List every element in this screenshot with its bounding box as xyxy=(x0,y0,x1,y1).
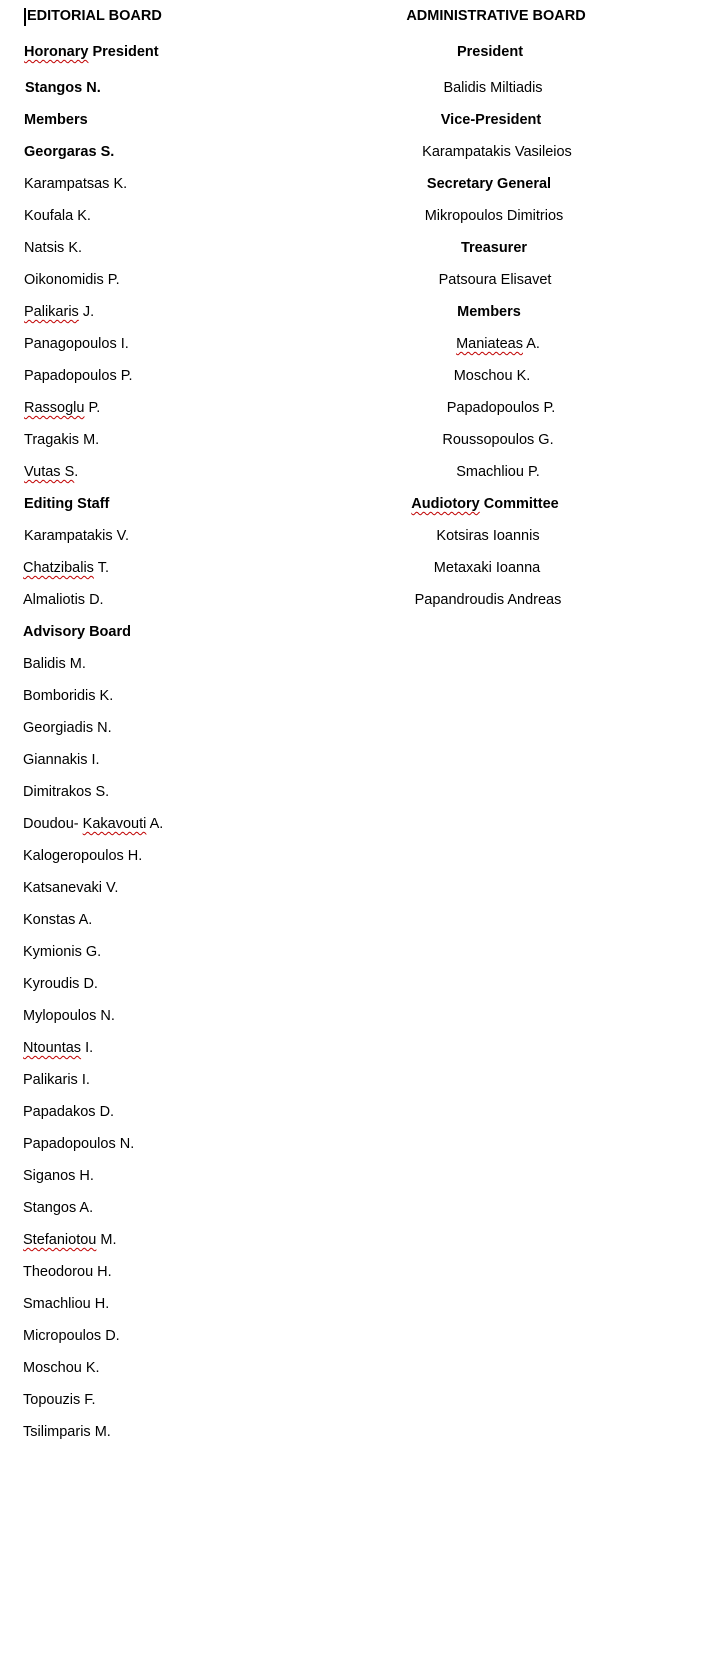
text-cursor xyxy=(24,8,26,26)
administrative-board-row xyxy=(294,240,694,257)
editorial-member xyxy=(24,400,100,417)
text-span: Moschou K. xyxy=(453,368,531,384)
advisory-board-member xyxy=(23,1104,114,1121)
text-span: Secretary General xyxy=(426,176,552,192)
editorial-board-heading xyxy=(27,8,162,25)
text-span: Karampatakis Vasileios xyxy=(422,144,572,160)
misspelled-word: Vutas S xyxy=(24,464,75,480)
text-span: Smachliou H. xyxy=(23,1296,110,1312)
members-heading xyxy=(24,112,88,129)
text-span: Papadopoulos P. xyxy=(446,400,556,416)
advisory-board-member xyxy=(23,944,101,961)
text-span: Papadakos D. xyxy=(23,1104,115,1120)
advisory-board-member xyxy=(23,1360,100,1377)
text-span: EDITORIAL BOARD xyxy=(27,8,162,24)
advisory-board-member xyxy=(23,1136,134,1153)
text-span: Karampatsas K. xyxy=(24,176,128,192)
advisory-board-heading xyxy=(23,624,131,641)
editing-staff-heading xyxy=(24,496,109,513)
text-span: Roussopoulos G. xyxy=(442,432,554,448)
editorial-member xyxy=(24,432,99,449)
text-span: Kalogeropoulos H. xyxy=(23,848,143,864)
text-span: A. xyxy=(522,336,540,352)
text-span: Committee xyxy=(479,496,559,512)
advisory-board-member xyxy=(23,848,142,865)
text-span: Theodorou H. xyxy=(23,1264,112,1280)
text-span: Karampatakis V. xyxy=(24,528,130,544)
administrative-board-row xyxy=(298,464,698,481)
text-span: J. xyxy=(78,304,95,320)
misspelled-word: Rassoglu xyxy=(24,400,85,416)
text-span: Tragakis M. xyxy=(24,432,100,448)
honorary-president-heading xyxy=(24,44,159,61)
editorial-member xyxy=(24,208,91,225)
text-span: Stangos N. xyxy=(25,80,101,96)
administrative-board-row xyxy=(290,44,690,61)
text-span: Members xyxy=(457,304,521,320)
text-span: Siganos H. xyxy=(23,1168,94,1184)
text-span: Almaliotis D. xyxy=(23,592,104,608)
text-span: Topouzis F. xyxy=(23,1392,96,1408)
text-span: Members xyxy=(24,112,88,128)
advisory-board-member xyxy=(23,656,86,673)
text-span: Moschou K. xyxy=(23,1360,100,1376)
text-span: Oikonomidis P. xyxy=(24,272,120,288)
editing-staff-member xyxy=(23,560,109,577)
advisory-board-member xyxy=(23,1296,109,1313)
text-span: Balidis M. xyxy=(23,656,86,672)
advisory-board-member xyxy=(23,752,100,769)
text-span: ADMINISTRATIVE BOARD xyxy=(406,8,586,24)
administrative-board-row xyxy=(293,80,693,97)
text-span: Papandroudis Andreas xyxy=(414,592,562,608)
text-span: Treasurer xyxy=(460,240,528,256)
administrative-board-row xyxy=(291,112,691,129)
text-span: Georgiadis N. xyxy=(23,720,112,736)
text-span: Mikropoulos Dimitrios xyxy=(424,208,564,224)
text-span: Katsanevaki V. xyxy=(23,880,119,896)
text-span: Natsis K. xyxy=(24,240,83,256)
misspelled-word: Maniateas xyxy=(456,336,523,352)
text-span: T. xyxy=(93,560,109,576)
advisory-board-member xyxy=(23,880,118,897)
advisory-board-member xyxy=(23,1168,94,1185)
text-span: Bomboridis K. xyxy=(23,688,114,704)
text-span: Smachliou P. xyxy=(456,464,540,480)
advisory-board-member xyxy=(23,1328,120,1345)
misspelled-word: Stefaniotou xyxy=(23,1232,97,1248)
editorial-member xyxy=(24,304,94,321)
editorial-member xyxy=(24,240,82,257)
administrative-board-row xyxy=(289,304,689,321)
misspelled-word: Chatzibalis xyxy=(23,560,94,576)
text-span: M. xyxy=(96,1232,117,1248)
editorial-member xyxy=(24,368,133,385)
advisory-board-member xyxy=(23,1232,117,1249)
advisory-board-member xyxy=(23,816,163,833)
misspelled-word: Palikaris xyxy=(24,304,79,320)
text-span: Patsoura Elisavet xyxy=(438,272,552,288)
administrative-board-row xyxy=(285,496,685,513)
misspelled-word: Horonary xyxy=(24,44,89,60)
administrative-board-heading xyxy=(296,8,696,25)
administrative-board-row xyxy=(294,208,694,225)
editorial-member xyxy=(24,464,78,481)
advisory-board-member xyxy=(23,1200,93,1217)
text-span: Dimitrakos S. xyxy=(23,784,110,800)
text-span: Doudou- xyxy=(23,816,83,832)
text-span: Editing Staff xyxy=(24,496,110,512)
administrative-board-row xyxy=(298,432,698,449)
advisory-board-member xyxy=(23,784,109,801)
administrative-board-row xyxy=(292,368,692,385)
text-span: Kymionis G. xyxy=(23,944,102,960)
text-span: Panagopoulos I. xyxy=(24,336,129,352)
editorial-member xyxy=(24,176,127,193)
administrative-board-row xyxy=(301,400,701,417)
administrative-board-row xyxy=(297,144,697,161)
text-span: Stangos A. xyxy=(23,1200,94,1216)
text-span: A. xyxy=(146,816,164,832)
text-span: President xyxy=(88,44,159,60)
editorial-member xyxy=(24,272,120,289)
administrative-board-row xyxy=(288,528,688,545)
text-span: Micropoulos D. xyxy=(23,1328,120,1344)
text-span: Koufala K. xyxy=(24,208,91,224)
advisory-board-member xyxy=(23,1264,112,1281)
advisory-board-member xyxy=(23,688,113,705)
text-span: Metaxaki Ioanna xyxy=(433,560,541,576)
administrative-board-row xyxy=(287,560,687,577)
text-span: Balidis Miltiadis xyxy=(443,80,543,96)
text-span: P. xyxy=(84,400,101,416)
text-span: Konstas A. xyxy=(23,912,93,928)
advisory-board-member xyxy=(23,720,112,737)
honorary-president-name xyxy=(25,80,101,97)
advisory-board-member xyxy=(23,976,98,993)
text-span: Mylopoulos N. xyxy=(23,1008,115,1024)
text-span: . xyxy=(74,464,79,480)
text-span: Palikaris I. xyxy=(23,1072,90,1088)
editing-staff-member xyxy=(24,528,129,545)
advisory-board-member xyxy=(23,1072,90,1089)
text-span: Tsilimparis M. xyxy=(23,1424,111,1440)
administrative-board-row xyxy=(298,336,698,353)
advisory-board-member xyxy=(23,1008,115,1025)
advisory-board-member xyxy=(23,1040,93,1057)
text-span: Kotsiras Ioannis xyxy=(436,528,540,544)
editorial-member xyxy=(24,336,129,353)
administrative-board-row xyxy=(288,592,688,609)
editorial-member xyxy=(24,144,114,161)
administrative-board-row xyxy=(289,176,689,193)
text-span: President xyxy=(456,44,524,60)
text-span: I. xyxy=(81,1040,94,1056)
advisory-board-member xyxy=(23,1424,111,1441)
administrative-board-row xyxy=(295,272,695,289)
advisory-board-member xyxy=(23,912,92,929)
advisory-board-member xyxy=(23,1392,96,1409)
misspelled-word: Audiotory xyxy=(411,496,480,512)
text-span: Papadopoulos N. xyxy=(23,1136,135,1152)
text-span: Advisory Board xyxy=(23,624,131,640)
text-span: Papadopoulos P. xyxy=(24,368,133,384)
text-span: Kyroudis D. xyxy=(23,976,98,992)
text-span: Giannakis I. xyxy=(23,752,100,768)
text-span: Georgaras S. xyxy=(24,144,115,160)
text-span: Vice-President xyxy=(440,112,542,128)
editing-staff-member xyxy=(23,592,104,609)
misspelled-word: Kakavouti xyxy=(82,816,147,832)
misspelled-word: Ntountas xyxy=(23,1040,82,1056)
